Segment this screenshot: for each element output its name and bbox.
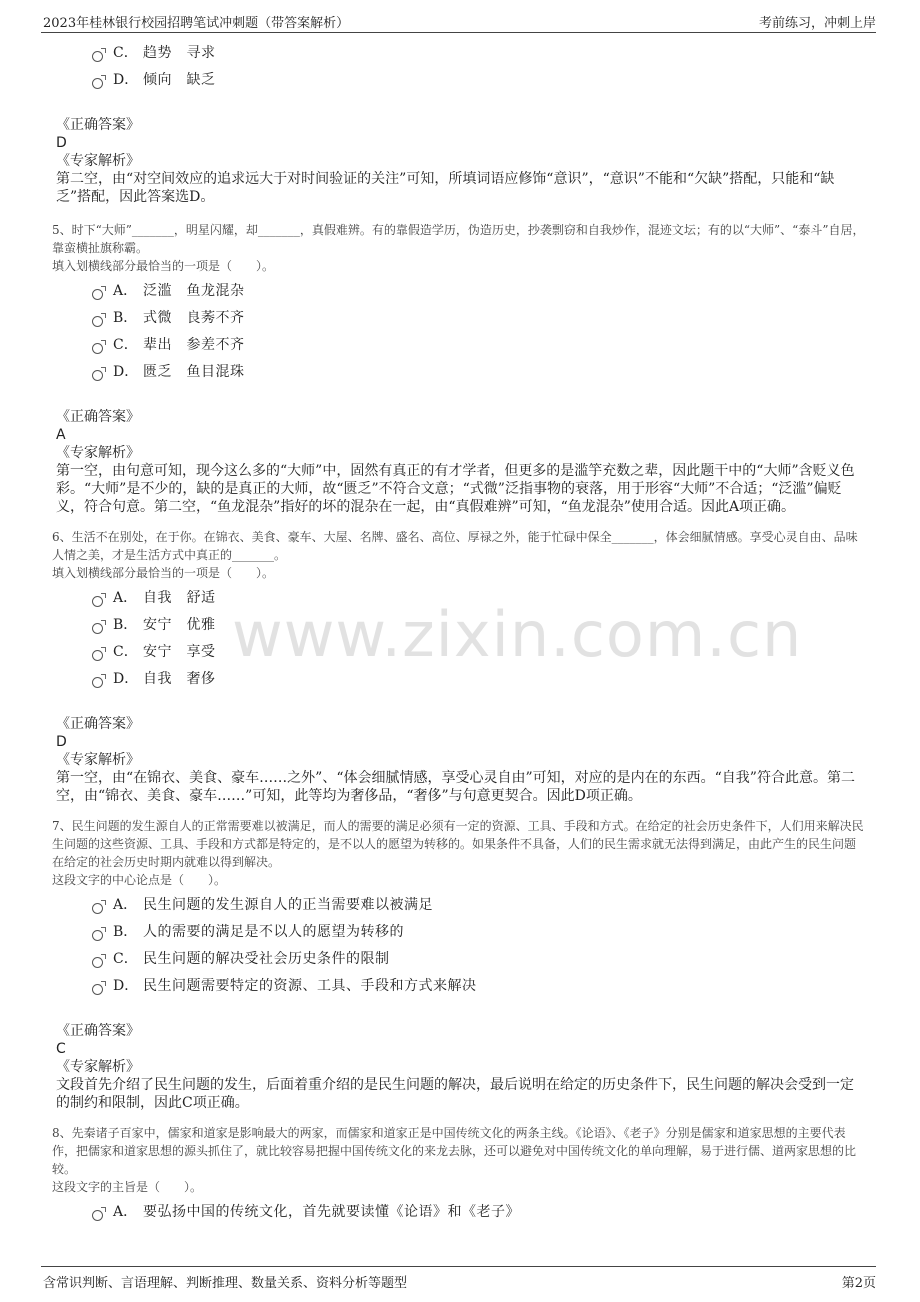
q5-option-c[interactable]: C． 辈出 参差不齐	[92, 332, 867, 359]
q4-options	[92, 40, 867, 94]
document-title: 2023年桂林银行校园招聘笔试冲刺题（带答案解析）	[43, 16, 350, 31]
page-number: 第2页	[841, 1276, 876, 1291]
radio-icon[interactable]	[92, 930, 103, 941]
page-footer	[41, 1266, 876, 1297]
answer-label: 《正确答案》	[56, 409, 140, 425]
radio-icon[interactable]	[92, 51, 103, 62]
analysis-label: 《专家解析》	[56, 1059, 140, 1075]
q8-prompt: 这段文字的主旨是（ ）。	[52, 1180, 203, 1194]
radio-icon[interactable]	[92, 370, 103, 381]
q5-option-d[interactable]: D． 匮乏 鱼目混珠	[92, 359, 867, 386]
q8-options	[92, 1199, 867, 1226]
q5-options	[92, 278, 867, 386]
q5-stem: 5、时下“大师”_______，明星闪耀，却_______，真假难辨。有的靠假造学历，伪造历史，抄袭剽窃和自我炒作，混迹文坛；有的以“大师”、“泰斗”自居，靠蛮横扯旗称霸。	[52, 223, 865, 255]
analysis-label: 《专家解析》	[56, 752, 140, 768]
q5-answer: A	[56, 427, 66, 443]
q4-option-c[interactable]: C． 趋势 寻求	[92, 40, 867, 67]
q7-answer-block	[56, 1022, 867, 1112]
analysis-label: 《专家解析》	[56, 153, 140, 169]
answer-label: 《正确答案》	[56, 1023, 140, 1039]
q7-options	[92, 892, 867, 1000]
radio-icon[interactable]	[92, 957, 103, 968]
q7-option-a[interactable]: A． 民生问题的发生源自人的正当需要难以被满足	[92, 892, 867, 919]
radio-icon[interactable]	[92, 316, 103, 327]
answer-label: 《正确答案》	[56, 117, 140, 133]
q4-analysis: 第二空，由“对空间效应的追求远大于对时间验证的关注”可知，所填词语应修饰“意识”，“意识”不能和“欠缺”搭配，只能和“缺乏”搭配，因此答案选D。	[56, 171, 835, 205]
radio-icon[interactable]	[92, 677, 103, 688]
header-slogan: 考前练习，冲刺上岸	[758, 16, 876, 31]
q7-option-d[interactable]: D． 民生问题需要特定的资源、工具、手段和方式来解决	[92, 973, 867, 1000]
q7-option-b[interactable]: B． 人的需要的满足是不以人的愿望为转移的	[92, 919, 867, 946]
radio-icon[interactable]	[92, 289, 103, 300]
q6-answer: D	[56, 734, 67, 750]
q4-option-d[interactable]: D． 倾向 缺乏	[92, 67, 867, 94]
q6-stem: 6、生活不在别处，在于你。在锦衣、美食、豪车、大屋、名牌、盛名、高位、厚禄之外，能于忙碌中保全_______，体会细腻情感。享受心灵自由、品味人情之美，才是生活方式中真正的_______。	[52, 530, 858, 562]
q7-stem: 7、民生问题的发生源自人的正常需要难以被满足，而人的需要的满足必须有一定的资源、工具、手段和方式。在给定的社会历史条件下，人们用来解决民生问题的这些资源、工具、手段和方式都是特定的，是不以人的愿望为转移的。如果条件不具备，人们的民生需求就无法得到满足，由此产生的民生问题在给定的社会历史时期内就难以得到解决。	[52, 819, 864, 869]
q5-option-b[interactable]: B． 式微 良莠不齐	[92, 305, 867, 332]
q5-prompt: 填入划横线部分最恰当的一项是（ ）。	[52, 259, 275, 273]
radio-icon[interactable]	[92, 343, 103, 354]
q4-answer-block	[56, 116, 867, 206]
q6-option-b[interactable]: B． 安宁 优雅	[92, 612, 867, 639]
q6-option-d[interactable]: D． 自我 奢侈	[92, 666, 867, 693]
q4-answer: D	[56, 135, 67, 151]
q7-analysis: 文段首先介绍了民生问题的发生，后面着重介绍的是民生问题的解决，最后说明在给定的历史条件下，民生问题的解决会受到一定的制约和限制，因此C项正确。	[56, 1077, 854, 1111]
radio-icon[interactable]	[92, 596, 103, 607]
q6-prompt: 填入划横线部分最恰当的一项是（ ）。	[52, 566, 275, 580]
q5-option-a[interactable]: A． 泛滥 鱼龙混杂	[92, 278, 867, 305]
q5-answer-block	[56, 408, 867, 516]
q7-prompt: 这段文字的中心论点是（ ）。	[52, 873, 227, 887]
answer-label: 《正确答案》	[56, 716, 140, 732]
q5-analysis: 第一空，由句意可知，现今这么多的“大师”中，固然有真正的有才学者，但更多的是滥竽充数之辈，因此题干中的“大师”含贬义色彩。“大师”是不少的，缺的是真正的大师，故“匮乏”不符合文意；“式微”泛指事物的衰落，用于形容“大师”不合适；“泛滥”偏贬义，符合句意。第二空，“鱼龙混杂”指好的坏的混杂在一起，由“真假难辨”可知，“鱼龙混杂”使用合适。因此A项正确。	[56, 463, 855, 515]
radio-icon[interactable]	[92, 78, 103, 89]
q8-stem: 8、先秦诸子百家中，儒家和道家是影响最大的两家，而儒家和道家正是中国传统文化的两条主线。《论语》、《老子》分别是儒家和道家思想的主要代表作，把儒家和道家思想的源头抓住了，就比较容易把握中国传统文化的来龙去脉，还可以避免对中国传统文化的单向理解，易于进行儒、道两家思想的比较。	[52, 1126, 857, 1176]
q7-answer: C	[56, 1041, 66, 1057]
q6-analysis: 第一空，由“在锦衣、美食、豪车……之外”、“体会细腻情感，享受心灵自由”可知，对应的是内在的东西。“自我”符合此意。第二空，由“锦衣、美食、豪车……”可知，此等均为奢侈品，“奢侈”与句意更契合。因此D项正确。	[56, 770, 855, 804]
radio-icon[interactable]	[92, 623, 103, 634]
question-content	[52, 40, 867, 1226]
q6-option-c[interactable]: C． 安宁 享受	[92, 639, 867, 666]
radio-icon[interactable]	[92, 903, 103, 914]
page-header	[41, 8, 876, 33]
q6-option-a[interactable]: A． 自我 舒适	[92, 585, 867, 612]
radio-icon[interactable]	[92, 1210, 103, 1221]
q6-options	[92, 585, 867, 693]
footer-topics: 含常识判断、言语理解、判断推理、数量关系、资料分析等题型	[43, 1276, 408, 1291]
radio-icon[interactable]	[92, 650, 103, 661]
analysis-label: 《专家解析》	[56, 445, 140, 461]
radio-icon[interactable]	[92, 984, 103, 995]
q6-answer-block	[56, 715, 867, 805]
watermark: www.zixin.com.cn	[232, 598, 803, 671]
q7-option-c[interactable]: C． 民生问题的解决受社会历史条件的限制	[92, 946, 867, 973]
q8-option-a[interactable]: A． 要弘扬中国的传统文化，首先就要读懂《论语》和《老子》	[92, 1199, 867, 1226]
